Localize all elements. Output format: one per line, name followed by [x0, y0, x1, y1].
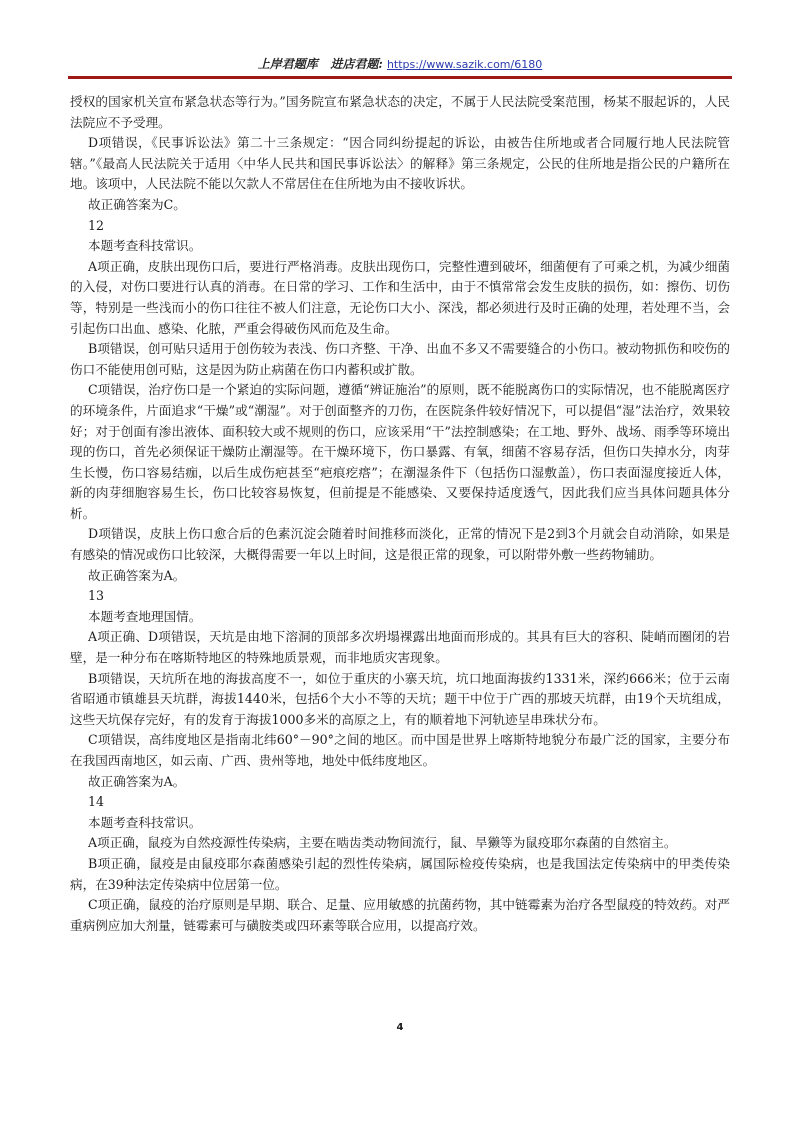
header-rule: [68, 76, 732, 79]
topic-line: 本题考查科技常识。: [88, 238, 202, 254]
paragraph: C项正确，鼠疫的治疗原则是早期、联合、足量、应用敏感的抗菌药物，其中链霉素为治疗各型鼠疫的特效药。对严重病例应加大剂量，链霉素可与磺胺类或四环素等联合应用，以提高疗效。: [70, 897, 730, 933]
paragraph: D项错误，皮肤上伤口愈合后的色素沉淀会随着时间推移而淡化，正常的情况下是2到3个月就会自动消除，如果是有感染的情况或伤口比较深，大概得需要一年以上时间，这是很正常的现象，可以附带外敷一些药物辅助。: [70, 526, 730, 563]
paragraph: A项正确、D项错误，天坑是由地下溶洞的顶部多次坍塌裸露出地面而形成的。其具有巨大的容积、陡峭而圈闭的岩壁，是一种分布在喀斯特地区的特殊地质景观，而非地质灾害现象。: [70, 629, 730, 666]
answer-line: 故正确答案为A。: [88, 773, 186, 789]
answer-line: 故正确答案为C。: [88, 196, 186, 212]
paragraph: B项错误，创可贴只适用于创伤较为表浅、伤口齐整、干净、出血不多又不需要缝合的小伤口。被动物抓伤和咬伤的伤口不能使用创可贴，这是因为防止病菌在伤口内蓄积或扩散。: [70, 341, 730, 377]
question-number: 12: [88, 217, 105, 233]
question-number: 14: [88, 794, 105, 810]
header-prompt: 进店君题:: [330, 57, 383, 71]
paragraph: B项正确，鼠疫是由鼠疫耶尔森菌感染引起的烈性传染病，属国际检疫传染病，也是我国法定传染病中的甲类传染病，在39种法定传染病中位居第一位。: [70, 855, 730, 892]
paragraph: C项错误，高纬度地区是指南北纬60°－90°之间的地区。而中国是世界上喀斯特地貌分布最广泛的国家，主要分布在我国西南地区，如云南、广西、贵州等地，地处中低纬度地区。: [70, 732, 730, 768]
topic-line: 本题考查地理国情。: [88, 608, 202, 624]
paragraph: A项正确，皮肤出现伤口后，要进行严格消毒。皮肤出现伤口，完整性遭到破坏，细菌便有了可乘之机，为减少细菌的入侵，对伤口要进行认真的消毒。在日常的学习、工作和生活中，由于不慎常常会发生皮肤的损伤，如：擦伤、切伤等，特别是一些浅而小的伤口往往不被人们注意，无论伤口大小、深浅，都必须进行及时正确的处理，若处理不当，会引起伤口出血、感染、化脓，严重会得破伤风而危及生命。: [70, 258, 730, 336]
paragraph: B项错误，天坑所在地的海拔高度不一，如位于重庆的小寨天坑，坑口地面海拔约1331米，深约666米；位于云南省昭通市镇雄县天坑群，海拔1440米，包括6个大小不等的天坑；题干中位于广西的那坡天坑群，由19个天坑组成，这些天坑保存完好，有的发育于海拔1000多米的高原之上，有的顺着地下河轨迹呈串珠状分布。: [70, 670, 730, 727]
header-site-name: 上岸君题库: [257, 57, 318, 71]
answer-line: 故正确答案为A。: [88, 567, 186, 583]
document-body: [70, 92, 730, 936]
paragraph: 授权的国家机关宣布紧急状态等行为。”国务院宣布紧急状态的决定，不属于人民法院受案范围，杨某不服起诉的，人民法院应不予受理。: [70, 94, 730, 130]
question-number: 13: [88, 588, 105, 604]
paragraph: D项错误，《民事诉讼法》第二十三条规定：“因合同纠纷提起的诉讼，由被告住所地或者合同履行地人民法院管辖。”《最高人民法院关于适用〈中华人民共和国民事诉讼法〉的解释》第三条规定，公民的住所地是指公民的户籍所在地。该项中，人民法院不能以欠款人不常居住在住所地为由不接收诉状。: [70, 135, 730, 192]
topic-line: 本题考查科技常识。: [88, 814, 202, 830]
header-url-link[interactable]: https://www.sazik.com/6180: [386, 58, 543, 71]
paragraph: A项正确，鼠疫为自然疫源性传染病，主要在啮齿类动物间流行，鼠、旱獭等为鼠疫耶尔森菌的自然宿主。: [88, 835, 677, 851]
page-number: 4: [396, 1022, 404, 1033]
page-header: [0, 56, 800, 73]
paragraph: C项错误，治疗伤口是一个紧迫的实际问题，遵循“辨证施治”的原则，既不能脱离伤口的实际情况，也不能脱离医疗的环境条件，片面追求“干燥”或“潮湿”。对于创面整齐的刀伤，在医院条件较好情况下，可以提倡“湿”法治疗，效果较好；对于创面有渗出液体、面积较大或不规则的伤口，应该采用“干”法控制感染；在工地、野外、战场、雨季等环境出现的伤口，首先必须保证干燥防止潮湿等。在干燥环境下，伤口暴露、有氧，细菌不容易存活，但伤口失掉水分，肉芽生长慢，伤口容易结痂，以后生成伤疤甚至“疤痕疙瘩”；在潮湿条件下（包括伤口湿敷盖），伤口表面湿度接近人体，新的肉芽细胞容易生长，伤口比较容易恢复，但前提是不能感染、又要保持适度透气，因此我们应当具体问题具体分析。: [70, 382, 730, 521]
